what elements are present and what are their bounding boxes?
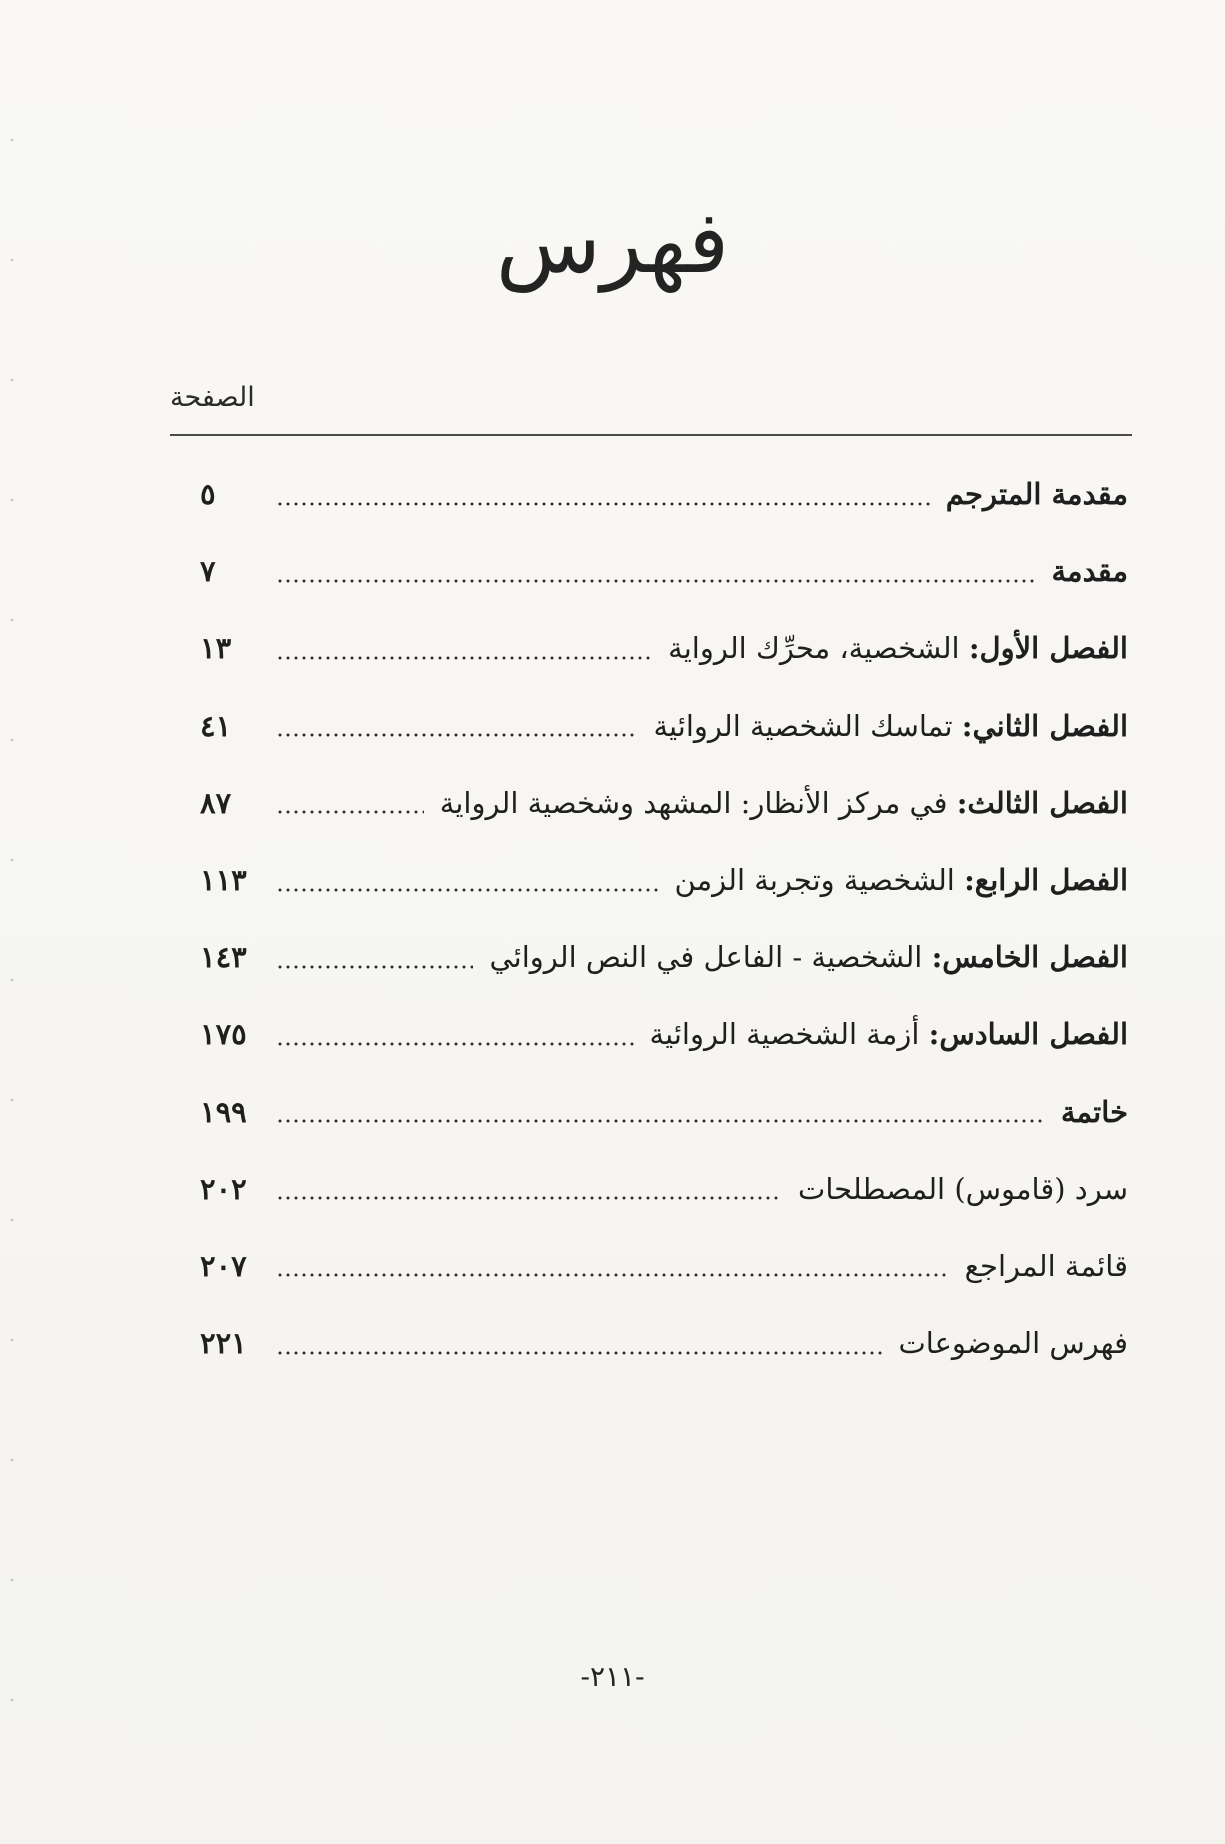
dot-leader	[276, 1042, 634, 1046]
toc-entry-label: فهرس الموضوعات	[898, 1326, 1128, 1361]
dot-leader	[276, 502, 930, 506]
toc-entry-label: الفصل الثاني:	[961, 708, 1128, 743]
toc-entry-label: الفصل السادس:	[928, 1017, 1128, 1052]
toc-entry-chapter-4	[200, 842, 1128, 919]
toc-entry-detail: أزمة الشخصية الروائية	[649, 1017, 929, 1052]
toc-entry-detail: الشخصية، محرِّك الرواية	[668, 631, 969, 666]
dot-leader	[276, 965, 473, 969]
header-rule	[170, 434, 1132, 436]
toc-entry-title	[888, 1305, 1128, 1382]
toc-entry-chapter-3	[200, 765, 1128, 842]
toc-entry-title	[479, 919, 1128, 996]
toc-entry-page: ٤١	[200, 708, 232, 743]
toc-entry-page: ١٩٩	[200, 1094, 247, 1129]
toc-entry-page: ١٣	[200, 631, 232, 666]
toc-entry-detail: الشخصية وتجربة الزمن	[674, 862, 965, 897]
toc-entry-chapter-5	[200, 919, 1128, 996]
toc-entry-page: ١٧٥	[200, 1017, 247, 1052]
page-title: فهرس	[495, 193, 730, 293]
toc-entry-title	[1051, 1074, 1128, 1151]
toc-entry-subject-index	[200, 1305, 1128, 1382]
toc-entry-label: الفصل الرابع:	[964, 862, 1128, 897]
dot-leader	[276, 656, 652, 660]
toc-entry-title	[658, 610, 1128, 687]
dot-leader	[276, 1351, 882, 1355]
toc-entry-title	[665, 842, 1128, 919]
toc-entry-label: الفصل الثالث:	[956, 785, 1128, 820]
toc-entry-chapter-2	[200, 688, 1128, 765]
toc-entry-detail: في مركز الأنظار: المشهد وشخصية الرواية	[439, 785, 957, 820]
toc-entry-label: سرد (قاموس) المصطلحات	[798, 1171, 1128, 1206]
toc-entry-page: ٢٠٢	[200, 1171, 247, 1206]
dot-leader	[276, 810, 424, 814]
toc-entry-title	[1041, 533, 1128, 610]
toc-entry-title	[643, 688, 1128, 765]
toc-entry-page: ٧	[200, 554, 216, 589]
toc-entry-translator-intro	[200, 456, 1128, 533]
toc-entry-references	[200, 1228, 1128, 1305]
toc-entry-page: ٨٧	[200, 785, 232, 820]
toc-entry-page: ٢٠٧	[200, 1248, 247, 1283]
dot-leader	[276, 579, 1035, 583]
toc-entry-label: الفصل الخامس:	[931, 940, 1128, 975]
dot-leader	[276, 1196, 782, 1200]
toc-entry-chapter-6	[200, 996, 1128, 1073]
toc-entry-title	[640, 996, 1128, 1073]
binding-edge	[10, 80, 14, 1780]
toc-entry-page: ١١٣	[200, 862, 247, 897]
toc-entry-chapter-1	[200, 610, 1128, 687]
toc-entry-title	[430, 765, 1128, 842]
toc-entry-label: قائمة المراجع	[964, 1248, 1128, 1283]
dot-leader	[276, 1119, 1045, 1123]
page-number: -٢١١-	[580, 1660, 645, 1693]
toc-entry-glossary	[200, 1151, 1128, 1228]
dot-leader	[276, 733, 637, 737]
toc-entry-conclusion	[200, 1074, 1128, 1151]
toc-entry-page: ٥	[200, 477, 216, 511]
toc-entry-intro	[200, 533, 1128, 610]
toc-entry-label: الفصل الأول:	[968, 631, 1128, 666]
toc-entry-label: مقدمة	[1051, 554, 1128, 589]
toc-entry-title	[936, 456, 1128, 533]
toc-entry-label: مقدمة المترجم	[945, 477, 1128, 511]
dot-leader	[276, 1273, 949, 1277]
dot-leader	[276, 888, 659, 892]
table-of-contents	[200, 456, 1128, 1382]
toc-entry-detail: الشخصية - الفاعل في النص الروائي	[489, 940, 932, 975]
toc-entry-label: خاتمة	[1060, 1094, 1128, 1129]
page-column-header: الصفحة	[170, 382, 255, 413]
toc-entry-title	[788, 1151, 1128, 1228]
toc-entry-page: ٢٢١	[200, 1326, 247, 1361]
toc-entry-title	[955, 1228, 1128, 1305]
toc-entry-page: ١٤٣	[200, 940, 247, 975]
toc-entry-detail: تماسك الشخصية الروائية	[653, 708, 962, 743]
